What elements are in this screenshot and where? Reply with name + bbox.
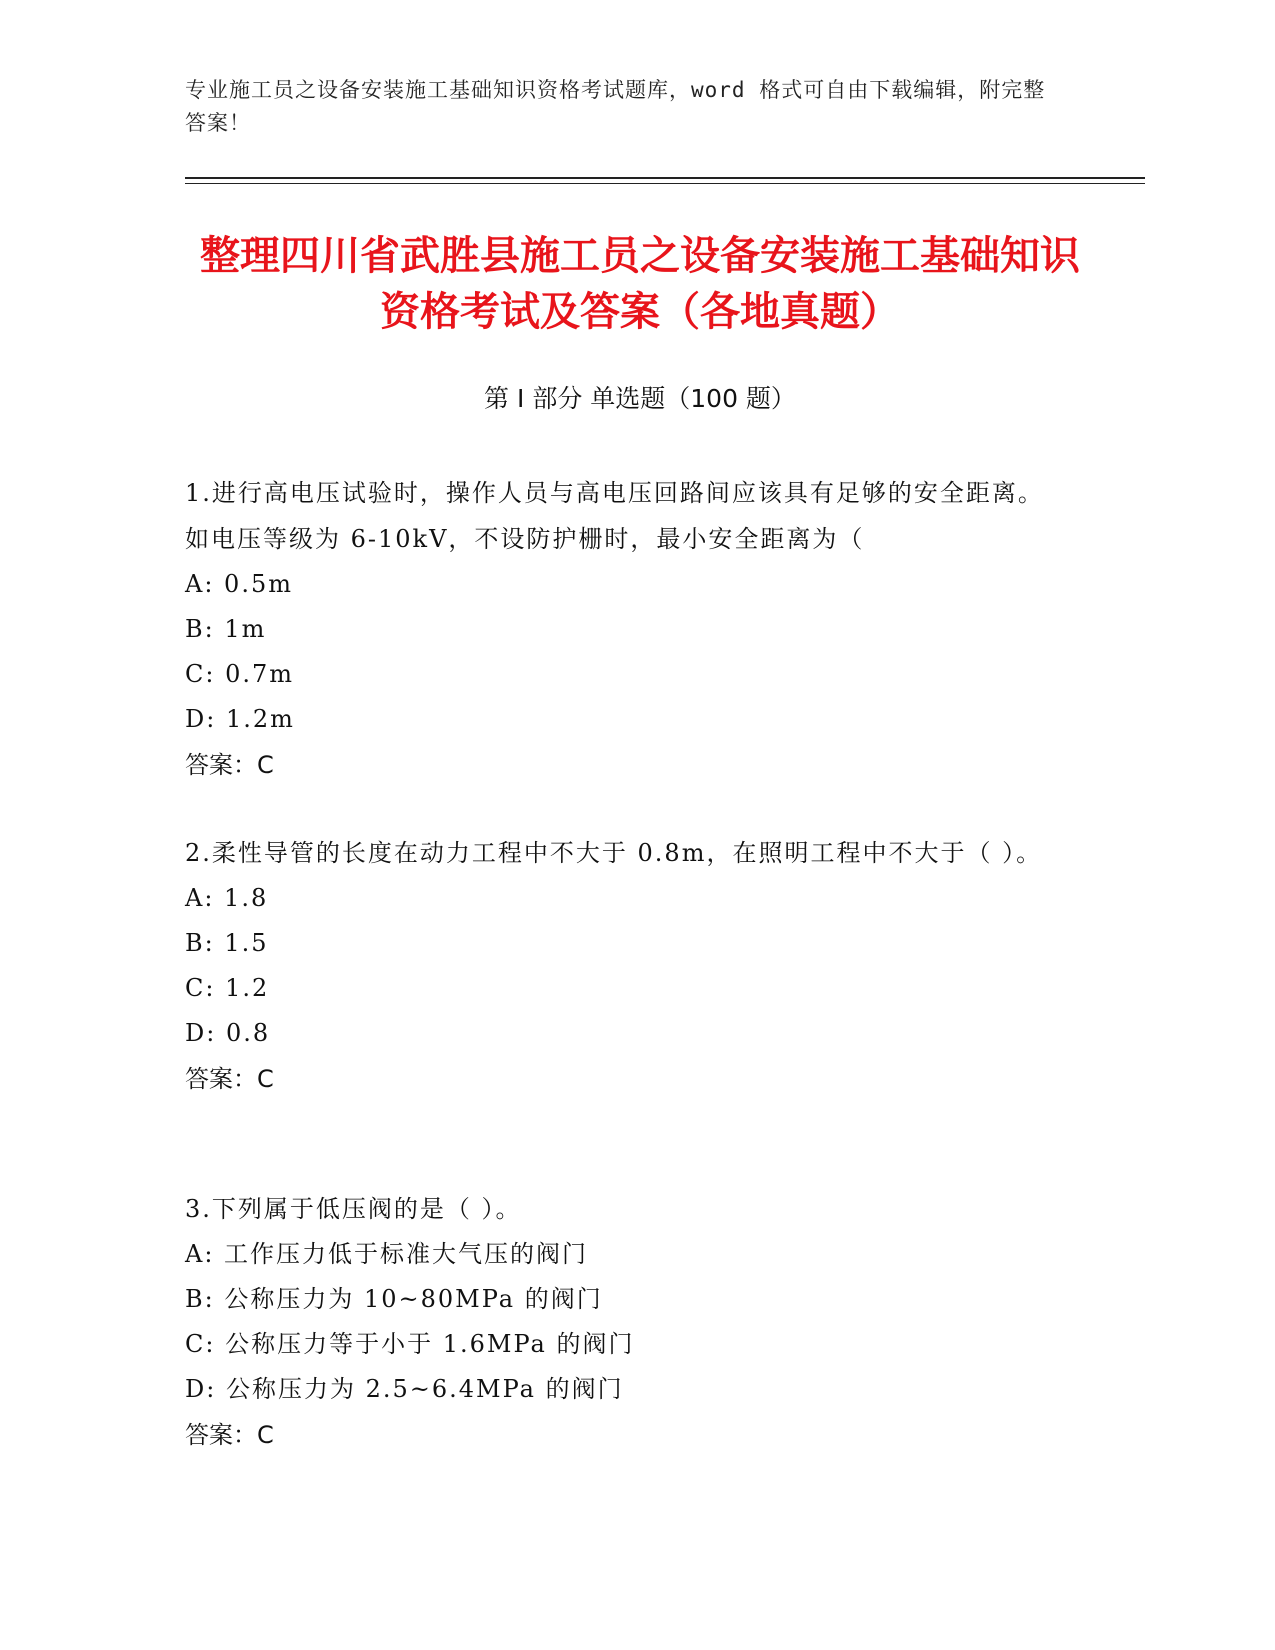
document-title: 整理四川省武胜县施工员之设备安装施工基础知识资格考试及答案（各地真题） [200,233,1080,335]
option-a: A: 1.8 [185,884,269,912]
header-rule-thick [185,177,1145,179]
option-c: C: 1.2 [185,974,270,1002]
question-1 [185,470,1065,788]
section-title: 第 I 部分 单选题（100 题） [484,384,796,413]
question-stem: 2.柔性导管的长度在动力工程中不大于 0.8m，在照明工程中不大于（ ）。 [185,839,1043,867]
option-b: B: 1m [185,615,267,643]
question-stem: 3.下列属于低压阀的是（ ）。 [185,1195,522,1223]
question-stem: 1.进行高电压试验时，操作人员与高电压回路间应该具有足够的安全距离。如电压等级为 6-10kV，不设防护栅时，最小安全距离为（ [185,479,1044,553]
answer: 答案：C [185,1421,274,1449]
option-d: D: 1.2m [185,705,295,733]
header-rule-thin [185,183,1145,184]
option-b: B: 公称压力为 10~80MPa 的阀门 [185,1285,603,1313]
question-3 [185,1186,1065,1458]
header-note: 专业施工员之设备安装施工基础知识资格考试题库，word 格式可自由下载编辑，附完整答案！ [185,78,1046,135]
option-c: C: 0.7m [185,660,295,688]
option-c: C: 公称压力等于小于 1.6MPa 的阀门 [185,1330,635,1358]
answer: 答案：C [185,751,274,779]
question-2 [185,830,1065,1102]
option-a: A: 0.5m [185,570,293,598]
option-b: B: 1.5 [185,929,269,957]
option-a: A: 工作压力低于标准大气压的阀门 [185,1240,589,1268]
option-d: D: 0.8 [185,1019,271,1047]
answer: 答案：C [185,1065,274,1093]
option-d: D: 公称压力为 2.5~6.4MPa 的阀门 [185,1375,624,1403]
